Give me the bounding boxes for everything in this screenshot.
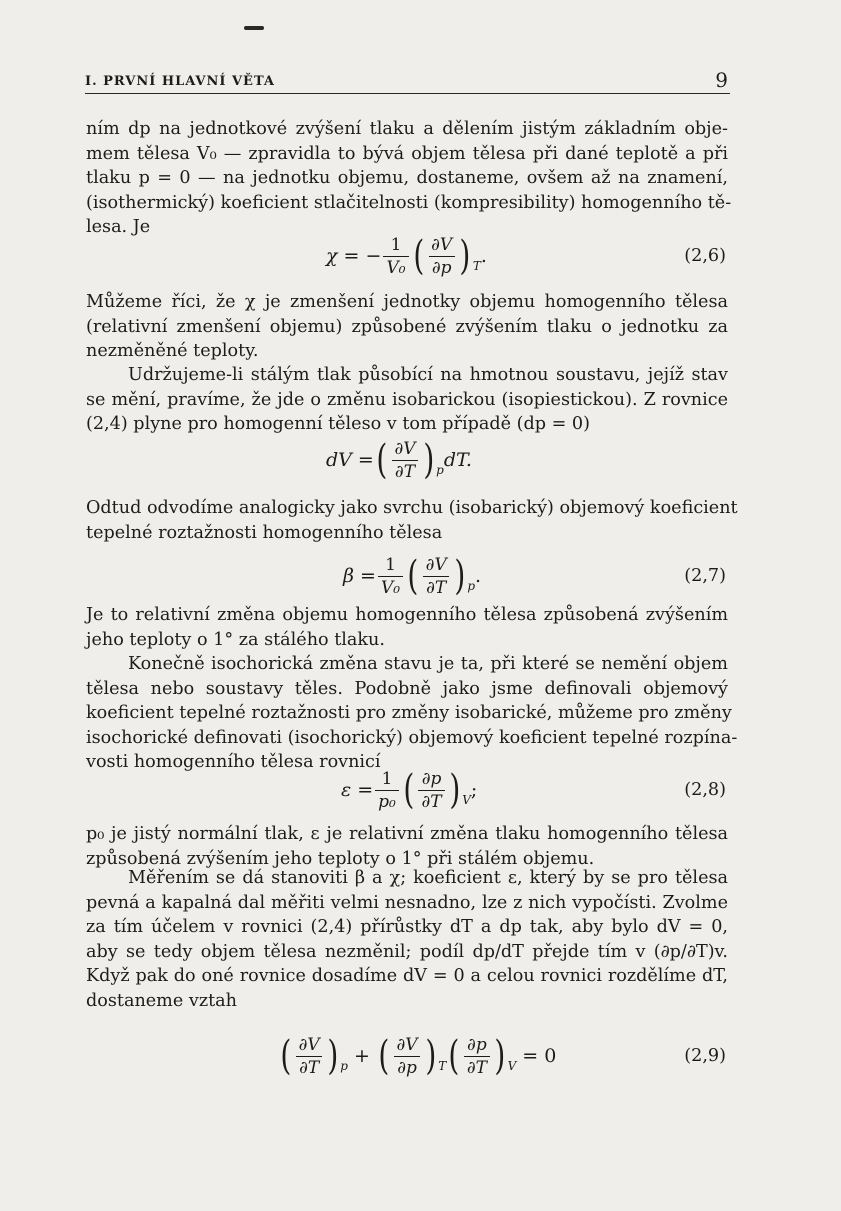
print-mark [244,26,264,30]
text-line: se mění, pravíme, že jde o změnu isobarickou (isopiestickou). Z rovnice [86,389,728,410]
equation-2-6: χ = − $\frac{1}{\text{V₀}}$ ( $\frac{\partial V}{\partial p}$ ) T . (2,6) [326,233,726,279]
text-line: za tím účelem v rovnici (2,4) přírůstky dT a dp tak, aby bylo dV = 0, [86,917,728,937]
fraction: $\frac{1}{\text{V₀}}$ [383,235,408,278]
partial-derivative: $\frac{\partial p}{\partial T}$ [464,1035,490,1078]
fraction: $\frac{1}{\text{p₀}}$ [375,769,399,812]
text-line: (isothermický) koeficient stlačitelnosti (kompresibility) homogenního tě- [86,192,732,213]
text-line: nezměněné teploty. [86,341,259,361]
text-line: Můžeme říci, že χ je zmenšení jednotky objemu homogenního tělesa [86,292,728,312]
partial-derivative: $\frac{\partial p}{\partial T}$ [418,769,444,812]
text-line: dostaneme vztah [86,990,237,1011]
partial-derivative: $\frac{\partial V}{\partial T}$ [391,439,418,482]
partial-derivative: $\frac{\partial V}{\partial p}$ [428,235,455,278]
text-line: Měřením se dá stanoviti β a χ; koeficient ε, který by se pro tělesa [128,868,728,888]
paragraph-4 [86,496,738,545]
text-line: koeficient tepelné roztažnosti pro změny isobarické, můžeme pro změny [86,703,732,723]
equation-number: (2,9) [684,1046,726,1066]
text-line: Je to relativní změna objemu homogenního tělesa způsobená zvýšením [86,605,728,625]
text-line: Odtud odvodíme analogicky jako svrchu (isobarický) objemový koeficient [86,498,738,518]
text-line: Když pak do oné rovnice dosadíme dV = 0 a celou rovnici rozdělíme dT, [86,966,728,986]
text-line: tepelné roztažnosti homogenního tělesa [86,522,443,543]
paragraph-8 [86,866,728,1013]
text-line: vosti homogenního tělesa rovnicí [86,752,381,772]
text-line: (relativní zmenšení objemu) způsobené zvýšením tlaku o jednotku za [86,316,728,337]
running-header [85,68,730,94]
equation-number: (2,8) [684,780,726,800]
text-line: p₀ je jistý normální tlak, ε je relativní změna tlaku homogenního tělesa [86,824,728,844]
text-line: Konečně isochorická změna stavu je ta, při které se nemění objem [128,654,728,674]
partial-derivative: $\frac{\partial V}{\partial p}$ [394,1035,421,1078]
paragraph-3 [86,363,728,437]
fraction: $\frac{1}{\text{V₀}}$ [378,555,403,598]
equation-dv: dV = ( $\frac{\partial V}{\partial T}$ ) p dT. [326,437,472,483]
partial-derivative: $\frac{\partial V}{\partial T}$ [296,1035,323,1078]
equation-number: (2,7) [684,566,726,586]
text-line: tělesa nebo soustavy těles. Podobně jako jsme definovali objemový [86,678,728,699]
text-line: jeho teploty o 1° za stálého tlaku. [86,629,385,650]
text-line: Udržujeme-li stálým tlak působící na hmotnou soustavu, jejíž stav [128,365,728,385]
text-line: ním dp na jednotkové zvýšení tlaku a dělením jistým základním obje- [86,119,728,139]
eq-lhs: χ = − [326,245,382,267]
chapter-title: I. PRVNÍ HLAVNÍ VĚTA [85,74,276,89]
partial-derivative: $\frac{\partial V}{\partial T}$ [423,555,450,598]
page-number: 9 [715,68,728,92]
text-line: (2,4) plyne pro homogenní těleso v tom případě (dp = 0) [86,414,590,434]
text-line: aby se tedy objem tělesa nezměnil; podíl dp/dT přejde tím v (∂p/∂T)v. [86,941,728,962]
text-line: pevná a kapalná dal měřiti velmi nesnadno, lze z nich vypočísti. Zvolme [86,892,728,913]
equation-2-7: β = $\frac{1}{\text{V₀}}$ ( $\frac{\partial V}{\partial T}$ ) p . (2,7) [343,553,726,599]
paragraph-2 [86,290,728,364]
paragraph-1 [86,117,732,240]
text-line: způsobená zvýšením jeho teploty o 1° při stálém objemu. [86,848,595,869]
paragraph-6 [86,652,738,775]
header-rule [85,93,730,94]
equation-2-8: ε = $\frac{1}{\text{p₀}}$ ( $\frac{\partial p}{\partial T}$ ) V ; (2,8) [341,767,726,813]
equation-number: (2,6) [684,246,726,266]
paragraph-7 [86,822,728,871]
text-line: lesa. Je [86,217,151,237]
paragraph-5 [86,603,728,652]
text-line: tlaku p = 0 — na jednotku objemu, dostaneme, ovšem až na znamení, [86,168,728,188]
text-line: mem tělesa V₀ — zpravidla to bývá objem tělesa při dané teplotě a při [86,143,728,164]
text-line: isochorické definovati (isochorický) objemový koeficient tepelné rozpína- [86,727,738,748]
equation-2-9: ( $\frac{\partial V}{\partial T}$ ) p + ( $\frac{\partial V}{\partial p}$ ) T ( $\frac{\partial p}{\partial T}$ ) V = 0 (2,9) [280,1033,726,1079]
